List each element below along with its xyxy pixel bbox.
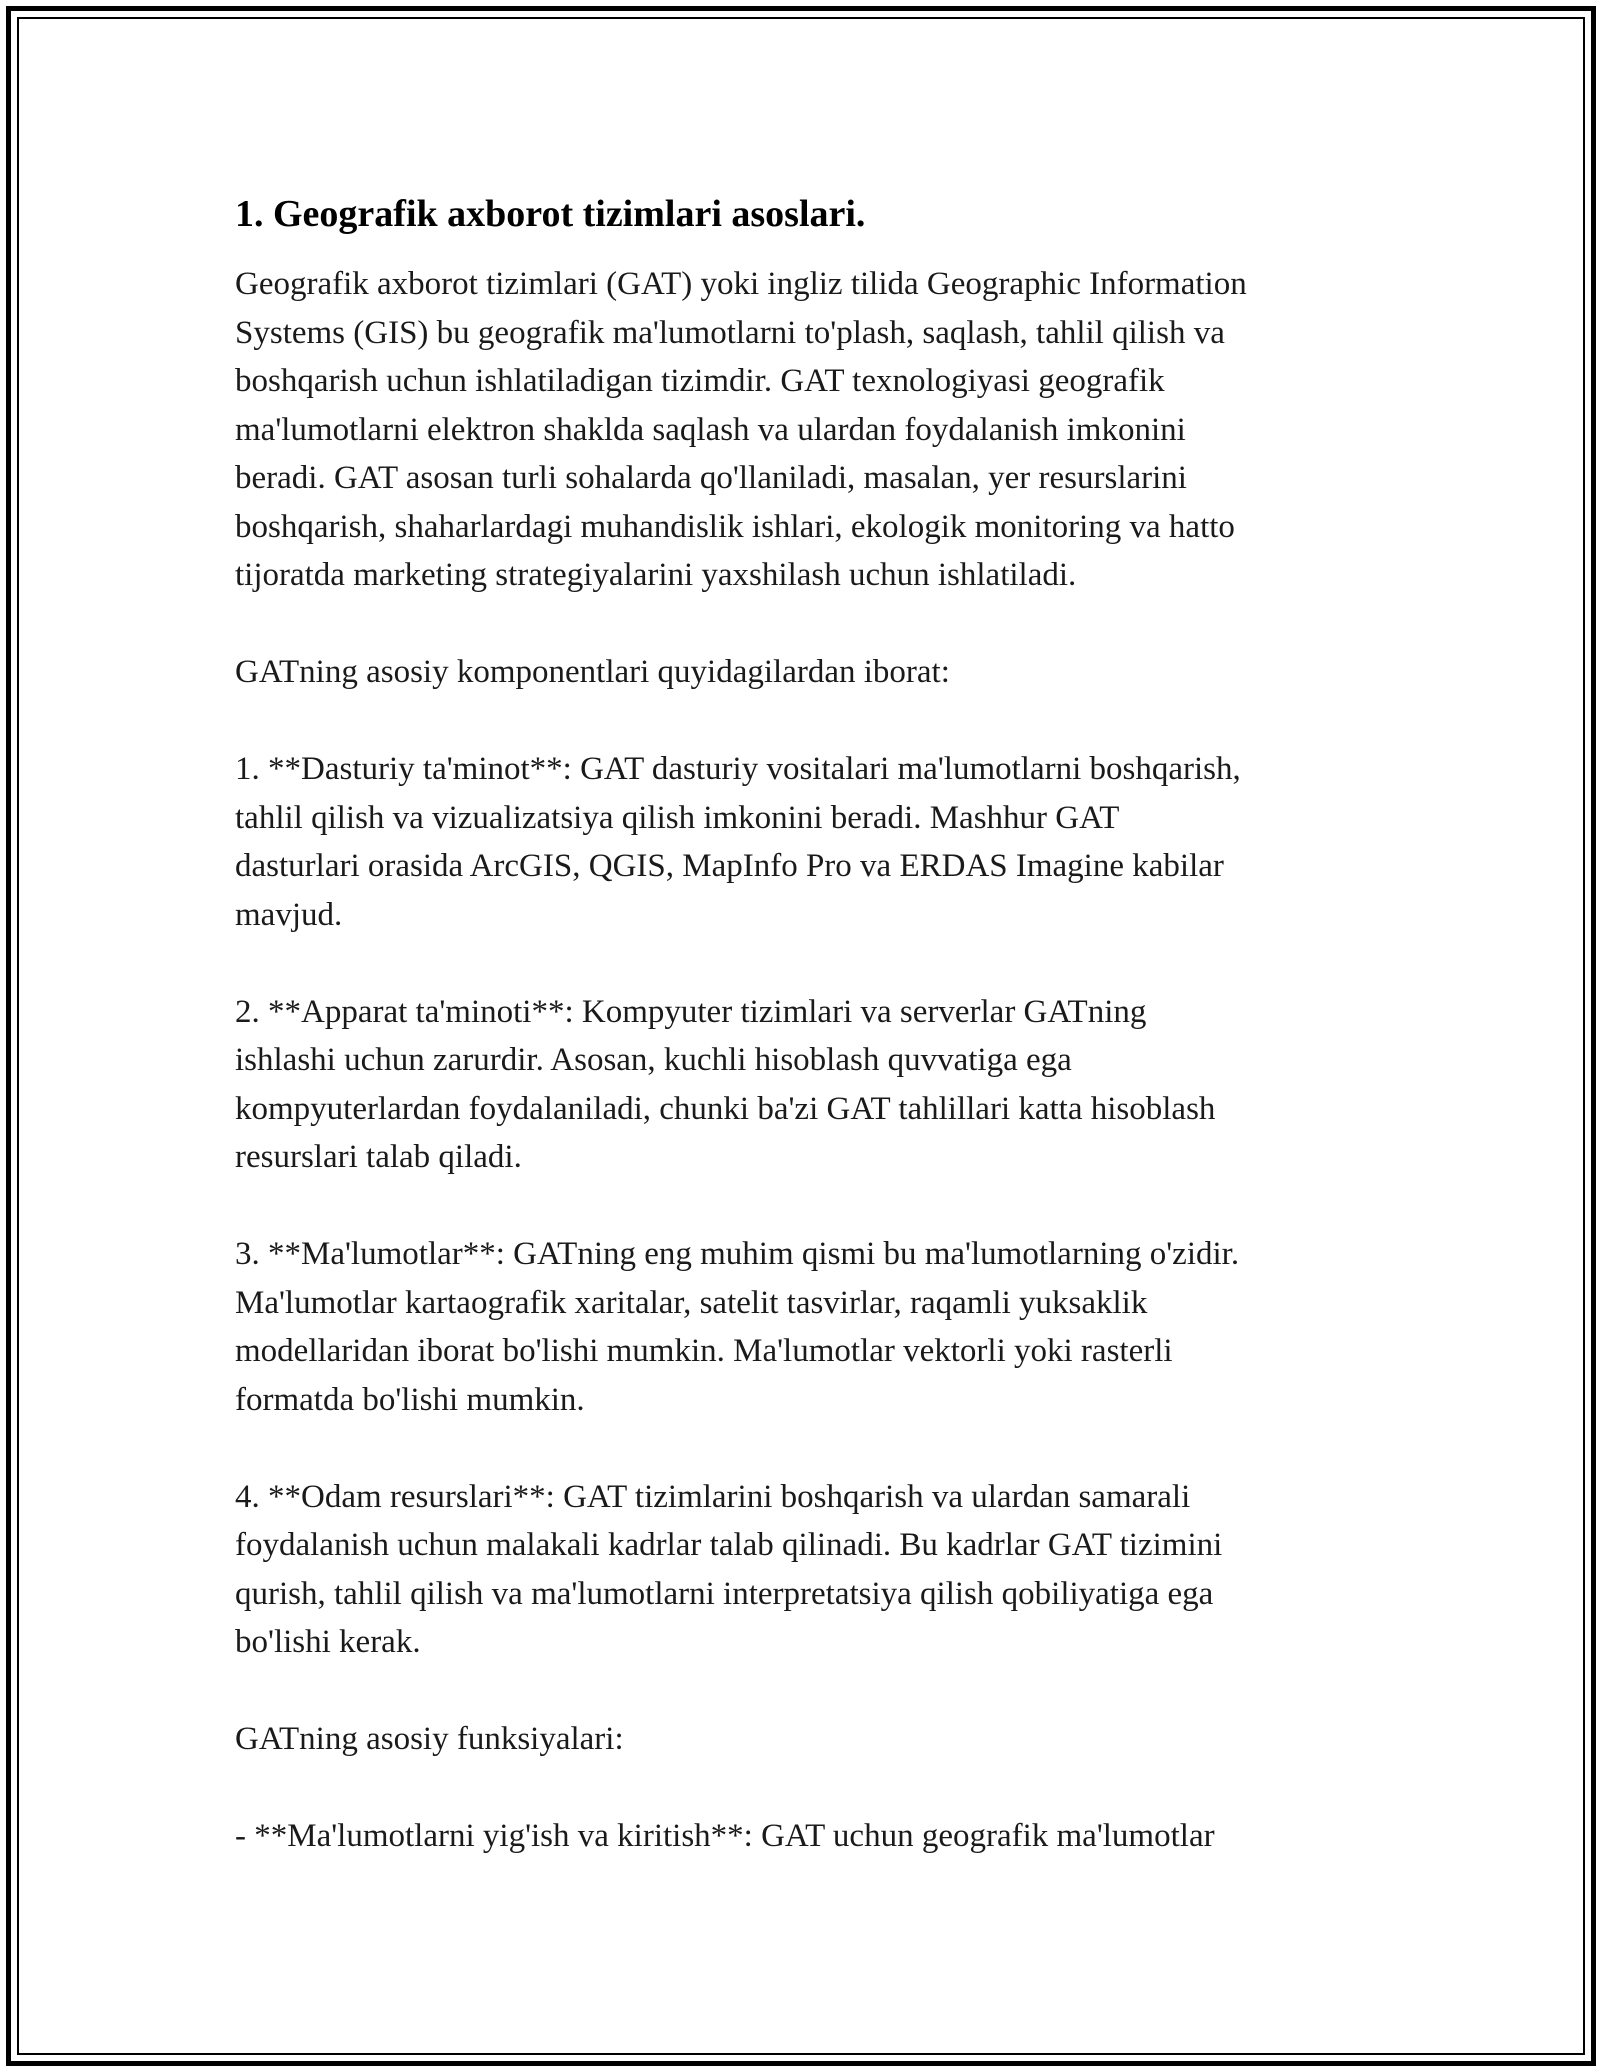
text-line: GATning asosiy komponentlari quyidagilardan iborat: — [235, 654, 950, 690]
text-line: - **Ma'lumotlarni yig'ish va kiritish**: GAT uchun geografik ma'lumotlar — [235, 1818, 1215, 1854]
text-line: mavjud. — [235, 896, 343, 933]
text-line: beradi. GAT asosan turli sohalarda qo'llaniladi, masalan, yer resurslarini — [235, 460, 1187, 496]
text-line: resurslari talab qiladi. — [235, 1139, 522, 1175]
text-line: tahlil qilish va vizualizatsiya qilish imkonini beradi. Mashhur GAT — [235, 799, 1120, 836]
text-line: foydalanish uchun malakali kadrlar talab qilinadi. Bu kadrlar GAT tizimini — [235, 1527, 1223, 1563]
paragraph-intro — [235, 260, 1365, 600]
text-line: Systems (GIS) bu geografik ma'lumotlarni to'plash, saqlash, tahlil qilish va — [235, 314, 1225, 351]
document-body — [235, 190, 1365, 1909]
text-line: tijoratda marketing strategiyalarini yaxshilash uchun ishlatiladi. — [235, 557, 1077, 593]
text-line: Ma'lumotlar kartaografik xaritalar, satelit tasvirlar, raqamli yuksaklik — [235, 1284, 1148, 1321]
list-item-data — [235, 1230, 1365, 1424]
text-line: bo'lishi kerak. — [235, 1624, 421, 1660]
text-line: Geografik axborot tizimlari (GAT) yoki ingliz tilida Geographic Information — [235, 266, 1247, 302]
text-line: ma'lumotlarni elektron shaklda saqlash va ulardan foydalanish imkonini — [235, 411, 1186, 448]
text-line: 2. **Apparat ta'minoti**: Kompyuter tizimlari va serverlar GATning — [235, 993, 1147, 1030]
text-line: 4. **Odam resurslari**: GAT tizimlarini boshqarish va ulardan samarali — [235, 1478, 1191, 1515]
text-line: boshqarish, shaharlardagi muhandislik ishlari, ekologik monitoring va hatto — [235, 508, 1235, 545]
paragraph-components-heading — [235, 648, 1365, 697]
text-line: kompyuterlardan foydalaniladi, chunki ba'zi GAT tahlillari katta hisoblash — [235, 1090, 1216, 1127]
list-item-software — [235, 745, 1365, 939]
text-line: modellaridan iborat bo'lishi mumkin. Ma'lumotlar vektorli yoki rasterli — [235, 1333, 1173, 1369]
list-item-data-collection — [235, 1812, 1365, 1861]
list-item-hardware — [235, 988, 1365, 1182]
section-title: 1. Geografik axborot tizimlari asoslari. — [235, 193, 866, 235]
paragraph-functions-heading — [235, 1715, 1365, 1764]
text-line: qurish, tahlil qilish va ma'lumotlarni interpretatsiya qilish qobiliyatiga ega — [235, 1575, 1214, 1612]
text-line: GATning asosiy funksiyalari: — [235, 1721, 624, 1757]
text-line: 1. **Dasturiy ta'minot**: GAT dasturiy vositalari ma'lumotlarni boshqarish, — [235, 751, 1241, 787]
text-line: formatda bo'lishi mumkin. — [235, 1381, 585, 1418]
text-line: ishlashi uchun zarurdir. Asosan, kuchli hisoblash quvvatiga ega — [235, 1042, 1072, 1078]
text-line: dasturlari orasida ArcGIS, QGIS, MapInfo Pro va ERDAS Imagine kabilar — [235, 848, 1224, 884]
list-item-human-resources — [235, 1473, 1365, 1667]
text-line: boshqarish uchun ishlatiladigan tizimdir. GAT texnologiyasi geografik — [235, 363, 1165, 399]
text-line: 3. **Ma'lumotlar**: GATning eng muhim qismi bu ma'lumotlarning o'zidir. — [235, 1236, 1240, 1272]
